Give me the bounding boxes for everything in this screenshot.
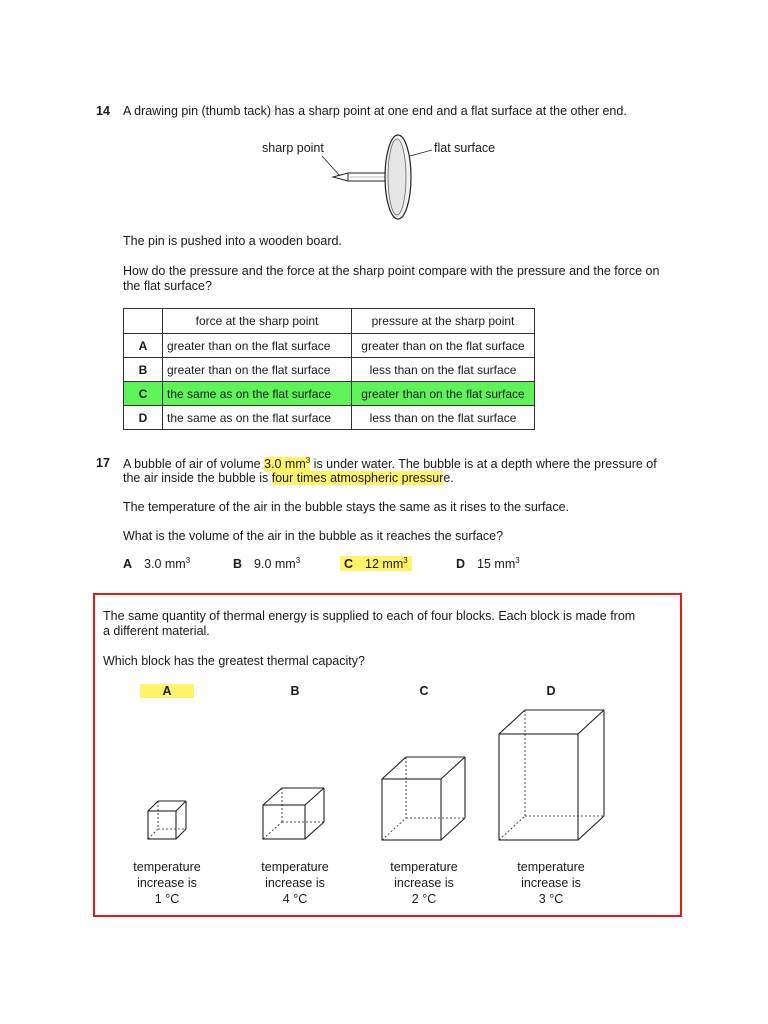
q17-line1: A bubble of air of volume 3.0 $mm^3$ is under water. The bubble is at a depth where the pressure of bbox=[123, 456, 657, 472]
table-row[interactable] bbox=[124, 358, 535, 382]
block-label-b[interactable]: B bbox=[290, 684, 300, 698]
block-d-caption: temperature increase is 3 °C bbox=[517, 860, 585, 906]
q17-text1: The temperature of the air in the bubble stays the same as it rises to the surface. bbox=[123, 500, 570, 514]
option-b[interactable]: B 9.0 $mm^3$ bbox=[233, 556, 301, 572]
row-force: the same as on the flat surface bbox=[163, 406, 352, 430]
box-text1-line1: The same quantity of thermal energy is supplied to each of four blocks. Each block is made from bbox=[103, 609, 636, 623]
option-d[interactable]: D 15 $mm^3$ bbox=[456, 556, 520, 572]
block-b-caption: temperature increase is 4 °C bbox=[261, 860, 329, 906]
table-row[interactable] bbox=[124, 334, 535, 358]
block-c-caption: temperature increase is 2 °C bbox=[390, 860, 458, 906]
label-sharp-point: sharp point bbox=[262, 141, 324, 155]
block-a-cube bbox=[148, 801, 186, 839]
table-header-row bbox=[124, 309, 535, 334]
q14-number: 14 bbox=[96, 104, 110, 118]
q14-answer-table bbox=[123, 308, 535, 430]
row-force: greater than on the flat surface bbox=[163, 358, 352, 382]
option-c-highlighted[interactable]: C 12 $mm^3$ bbox=[340, 556, 412, 571]
q14-text2-line1: How do the pressure and the force at the sharp point compare with the pressure and the force on bbox=[123, 264, 660, 278]
q17-number: 17 bbox=[96, 456, 110, 470]
row-pressure: greater than on the flat surface bbox=[352, 382, 535, 406]
q17-line2: the air inside the bubble is four times atmospheric pressure. bbox=[123, 471, 454, 485]
block-c-cube bbox=[382, 757, 465, 840]
block-label-c[interactable]: C bbox=[419, 684, 429, 698]
row-pressure: less than on the flat surface bbox=[352, 358, 535, 382]
row-letter: C bbox=[124, 382, 163, 406]
table-row[interactable] bbox=[124, 406, 535, 430]
block-d-cube bbox=[499, 710, 604, 840]
highlight-volume: 3.0 $mm^3$ bbox=[264, 456, 311, 472]
drawing-pin-figure bbox=[0, 0, 768, 240]
q14-stem: A drawing pin (thumb tack) has a sharp point at one end and a flat surface at the other end. bbox=[123, 104, 627, 118]
block-label-a-highlighted[interactable]: A bbox=[140, 684, 194, 698]
q14-text1: The pin is pushed into a wooden board. bbox=[123, 234, 342, 248]
row-force: the same as on the flat surface bbox=[163, 382, 352, 406]
blocks-figure bbox=[0, 690, 768, 850]
block-a-caption: temperature increase is 1 °C bbox=[133, 860, 201, 906]
table-header-pressure: pressure at the sharp point bbox=[352, 309, 535, 334]
row-letter: D bbox=[124, 406, 163, 430]
highlight-pressure: four times atmospheric pressur bbox=[271, 471, 444, 485]
table-header-blank bbox=[124, 309, 163, 334]
block-b-cube bbox=[263, 788, 324, 839]
table-header-force: force at the sharp point bbox=[163, 309, 352, 334]
row-letter: A bbox=[124, 334, 163, 358]
q17-text2: What is the volume of the air in the bubble as it reaches the surface? bbox=[123, 529, 504, 543]
box-text2: Which block has the greatest thermal capacity? bbox=[103, 654, 365, 668]
label-flat-surface: flat surface bbox=[434, 141, 496, 155]
row-letter: B bbox=[124, 358, 163, 382]
option-a[interactable]: A 3.0 $mm^3$ bbox=[123, 556, 191, 572]
q14-text2-line2: the flat surface? bbox=[123, 279, 212, 293]
box-text1-line2: a different material. bbox=[103, 624, 210, 638]
table-row-highlighted[interactable] bbox=[124, 382, 535, 406]
row-force: greater than on the flat surface bbox=[163, 334, 352, 358]
row-pressure: less than on the flat surface bbox=[352, 406, 535, 430]
row-pressure: greater than on the flat surface bbox=[352, 334, 535, 358]
block-label-d[interactable]: D bbox=[546, 684, 556, 698]
